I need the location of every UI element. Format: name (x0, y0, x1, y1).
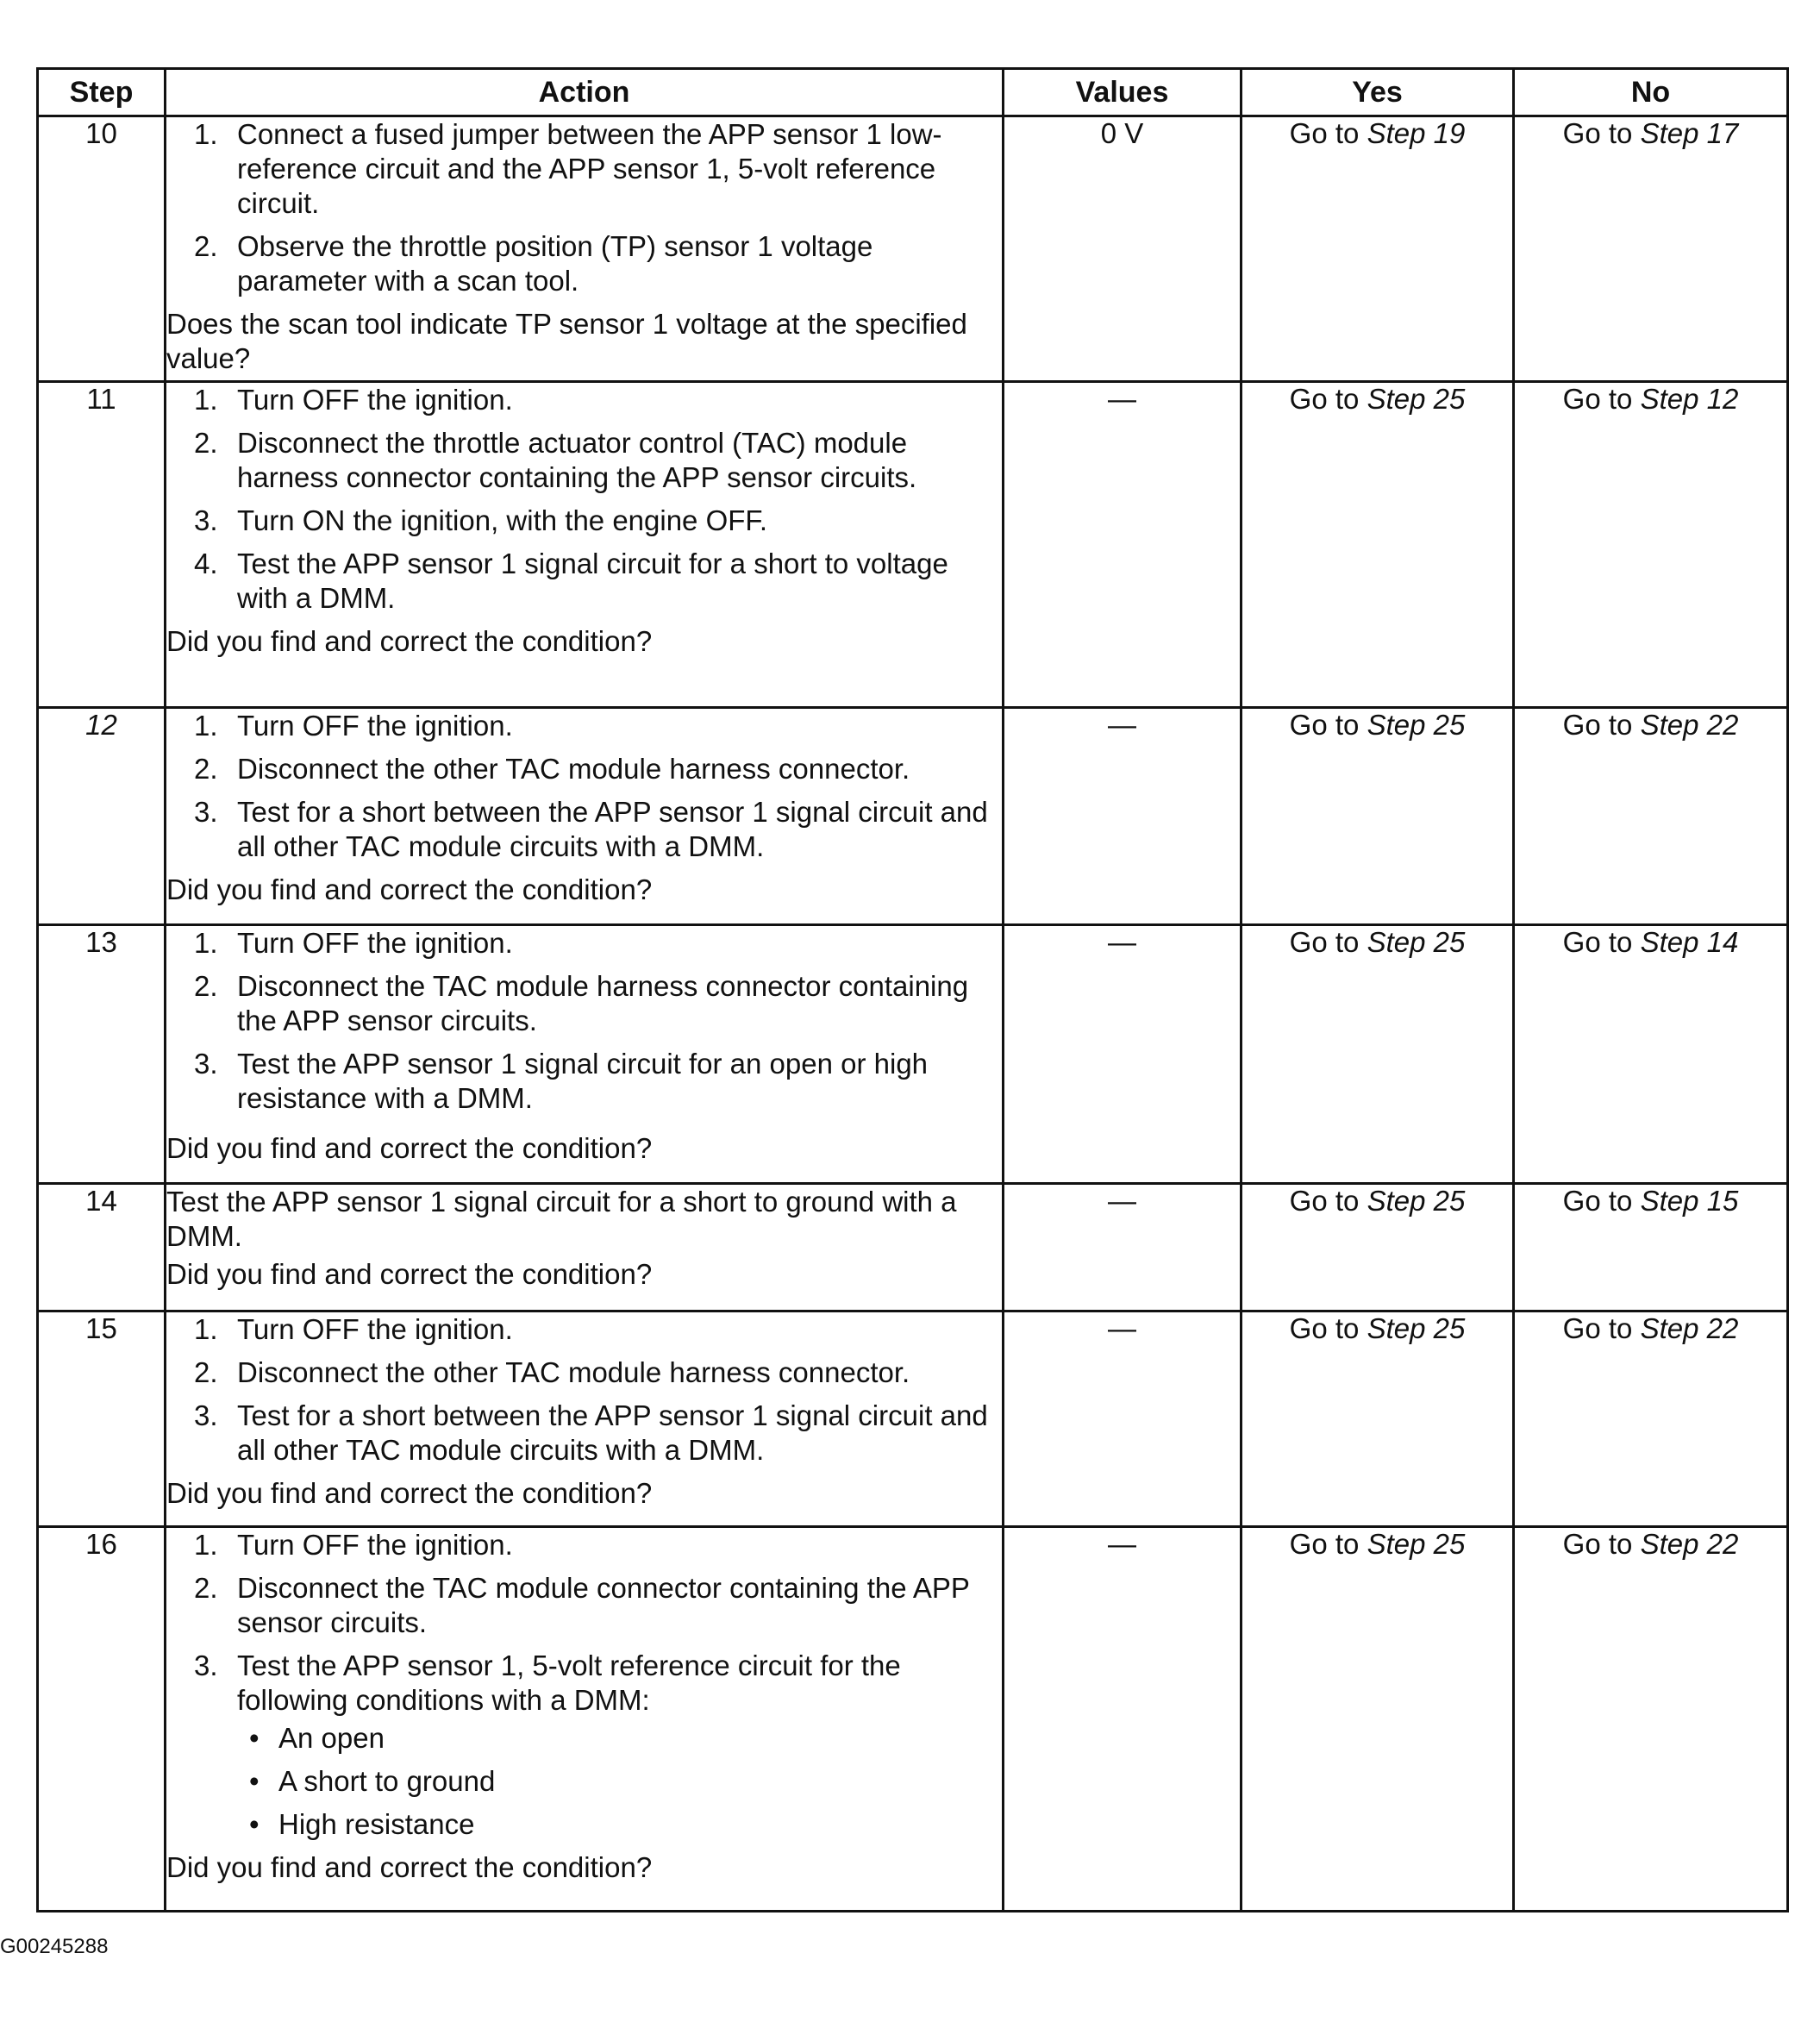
action-question: Did you find and correct the condition? (166, 625, 653, 657)
action-cell (166, 1311, 1004, 1527)
header-yes: Yes (1241, 69, 1514, 116)
no-cell (1514, 1184, 1788, 1311)
value-cell: — (1004, 708, 1241, 925)
action-step: 3. Test for a short between the APP sensor 1 signal circuit and all other TAC module circuits with a DMM. (194, 796, 988, 862)
action-step: 3. Test the APP sensor 1, 5-volt reference circuit for the following conditions with a DMM: • An open • A short to ground • High resistance (166, 1649, 1002, 1842)
header-step: Step (38, 69, 166, 116)
yes-goto: Go to Step 25 (1289, 1185, 1466, 1217)
table-row (38, 925, 1788, 1184)
value-cell: — (1004, 1527, 1241, 1912)
action-step: 2. Disconnect the TAC module harness connector containing the APP sensor circuits. (194, 970, 969, 1036)
no-goto: Go to Step 22 (1562, 1528, 1739, 1560)
value-cell: — (1004, 1184, 1241, 1311)
no-goto: Go to Step 12 (1562, 383, 1739, 415)
condition-item: • A short to ground (249, 1765, 496, 1797)
yes-cell (1241, 1311, 1514, 1527)
no-cell (1514, 116, 1788, 382)
header-no: No (1514, 69, 1788, 116)
action-step: 1. Connect a fused jumper between the APP sensor 1 low-reference circuit and the APP sensor 1, 5-volt reference circuit. (194, 118, 942, 219)
table-row (38, 708, 1788, 925)
step-number: 16 (38, 1527, 166, 1912)
no-goto: Go to Step 22 (1562, 1312, 1739, 1344)
condition-list (237, 1721, 1002, 1842)
step-number: 15 (38, 1311, 166, 1527)
action-steps (166, 383, 1002, 616)
action-step: 1. Turn OFF the ignition. (194, 927, 513, 959)
yes-goto: Go to Step 25 (1289, 1528, 1466, 1560)
no-cell (1514, 925, 1788, 1184)
yes-goto: Go to Step 25 (1289, 1312, 1466, 1344)
yes-goto: Go to Step 25 (1289, 709, 1466, 741)
table-row (38, 1311, 1788, 1527)
condition-item: • High resistance (249, 1808, 475, 1840)
action-step: 2. Observe the throttle position (TP) sensor 1 voltage parameter with a scan tool. (194, 230, 873, 297)
action-step: 4. Test the APP sensor 1 signal circuit for a short to voltage with a DMM. (194, 548, 948, 614)
action-cell (166, 1184, 1004, 1311)
action-steps (166, 1528, 1002, 1842)
action-cell (166, 708, 1004, 925)
step-number: 10 (38, 116, 166, 382)
action-step: 2. Disconnect the TAC module connector containing the APP sensor circuits. (194, 1572, 970, 1638)
value-cell: — (1004, 925, 1241, 1184)
step-number: 13 (38, 925, 166, 1184)
action-step: 3. Turn ON the ignition, with the engine OFF. (194, 504, 768, 536)
value-cell: — (1004, 382, 1241, 708)
figure-id: G00245288 (0, 1935, 109, 1958)
no-cell (1514, 382, 1788, 708)
no-goto: Go to Step 17 (1562, 117, 1739, 149)
action-step: 3. Test for a short between the APP sensor 1 signal circuit and all other TAC module circuits with a DMM. (194, 1399, 988, 1466)
action-question: Did you find and correct the condition? (166, 1132, 653, 1164)
header-values: Values (1004, 69, 1241, 116)
action-step: 2. Disconnect the throttle actuator control (TAC) module harness connector containing the APP sensor circuits. (194, 427, 917, 493)
step-number: 12 (38, 708, 166, 925)
action-cell (166, 116, 1004, 382)
action-question: Does the scan tool indicate TP sensor 1 voltage at the specified value? (166, 308, 967, 374)
yes-cell (1241, 1527, 1514, 1912)
no-goto: Go to Step 15 (1562, 1185, 1739, 1217)
action-steps (166, 926, 1002, 1116)
step-number: 14 (38, 1184, 166, 1311)
yes-goto: Go to Step 25 (1289, 926, 1466, 958)
value-cell: 0 V (1004, 116, 1241, 382)
no-cell (1514, 1527, 1788, 1912)
table-row (38, 1184, 1788, 1311)
yes-cell (1241, 116, 1514, 382)
action-step: 3. Test the APP sensor 1 signal circuit for an open or high resistance with a DMM. (194, 1048, 929, 1114)
action-question: Did you find and correct the condition? (166, 1851, 653, 1883)
yes-cell (1241, 382, 1514, 708)
yes-cell (1241, 925, 1514, 1184)
action-step: 1. Turn OFF the ignition. (194, 710, 513, 742)
no-cell (1514, 708, 1788, 925)
value-cell: — (1004, 1311, 1241, 1527)
action-step: 2. Disconnect the other TAC module harness connector. (194, 753, 910, 785)
action-step: 1. Turn OFF the ignition. (194, 1529, 513, 1561)
action-step: 1. Turn OFF the ignition. (194, 1313, 513, 1345)
yes-cell (1241, 708, 1514, 925)
action-step: 2. Disconnect the other TAC module harness connector. (194, 1356, 910, 1388)
no-goto: Go to Step 22 (1562, 709, 1739, 741)
header-action: Action (166, 69, 1004, 116)
action-steps (166, 1312, 1002, 1468)
action-steps (166, 709, 1002, 864)
no-goto: Go to Step 14 (1562, 926, 1739, 958)
action-step: 1. Turn OFF the ignition. (194, 384, 513, 416)
yes-goto: Go to Step 19 (1289, 117, 1466, 149)
action-cell (166, 1527, 1004, 1912)
action-question: Did you find and correct the condition? (166, 1258, 653, 1290)
diagnostic-table (36, 67, 1789, 1912)
action-question: Did you find and correct the condition? (166, 1477, 653, 1509)
condition-item: • An open (249, 1722, 385, 1754)
table-row (38, 382, 1788, 708)
action-cell (166, 925, 1004, 1184)
table-row (38, 116, 1788, 382)
action-text: Test the APP sensor 1 signal circuit for a short to ground with a DMM. (166, 1186, 957, 1252)
table-row (38, 1527, 1788, 1912)
no-cell (1514, 1311, 1788, 1527)
action-cell (166, 382, 1004, 708)
yes-cell (1241, 1184, 1514, 1311)
action-question: Did you find and correct the condition? (166, 873, 653, 905)
header-row (38, 69, 1788, 116)
action-steps (166, 117, 1002, 298)
step-number: 11 (38, 382, 166, 708)
yes-goto: Go to Step 25 (1289, 383, 1466, 415)
